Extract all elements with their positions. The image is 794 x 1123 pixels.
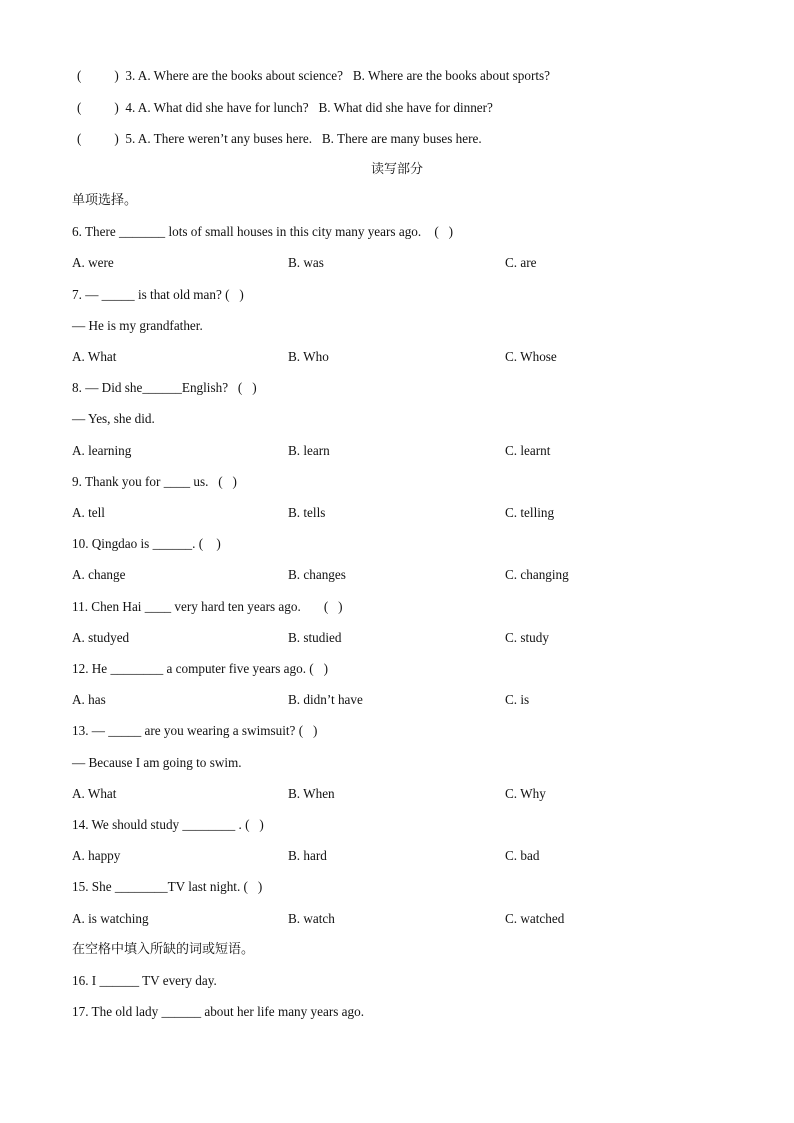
question-8-option-c: C. learnt — [505, 443, 551, 458]
question-12-option-c: C. is — [505, 692, 530, 707]
question-8-option-a: A. learning — [72, 443, 132, 458]
question-11-option-a: A. studyed — [72, 630, 130, 645]
question-11-stem: 11. Chen Hai ____ very hard ten years ago. ( ) — [72, 599, 343, 614]
question-10-option-b: B. changes — [288, 567, 346, 582]
question-10-option-a: A. change — [72, 567, 126, 582]
listening-item-5: ( ) 5. A. There weren’t any buses here. B. There are many buses here. — [77, 131, 482, 146]
question-15-option-c: C. watched — [505, 911, 565, 926]
listening-item-4: ( ) 4. A. What did she have for lunch? B. What did she have for dinner? — [77, 100, 493, 115]
question-8-option-b: B. learn — [288, 443, 330, 458]
question-7-option-a: A. What — [72, 349, 117, 364]
question-6-stem: 6. There _______ lots of small houses in this city many years ago. ( ) — [72, 224, 454, 239]
question-12-option-b: B. didn’t have — [288, 692, 363, 707]
question-13-option-b: B. When — [288, 786, 335, 801]
question-7-stem: 7. — _____ is that old man? ( ) — [72, 287, 244, 302]
part2-instruction: 在空格中填入所缺的词或短语。 — [72, 942, 255, 957]
question-13-option-c: C. Why — [505, 786, 546, 801]
listening-item-3: ( ) 3. A. Where are the books about science? B. Where are the books about sports? — [77, 68, 551, 83]
part1-instruction: 单项选择。 — [72, 193, 138, 208]
question-14-option-b: B. hard — [288, 848, 327, 863]
question-14-stem: 14. We should study ________ . ( ) — [72, 817, 264, 832]
question-7-reply: — He is my grandfather. — [72, 318, 203, 333]
question-9-option-b: B. tells — [288, 505, 326, 520]
question-7-option-b: B. Who — [288, 349, 329, 364]
question-12-stem: 12. He ________ a computer five years ago. ( ) — [72, 661, 328, 676]
question-13-option-a: A. What — [72, 786, 117, 801]
question-9-option-c: C. telling — [505, 505, 555, 520]
question-15-option-a: A. is watching — [72, 911, 149, 926]
question-7-option-c: C. Whose — [505, 349, 557, 364]
section-title: 读写部分 — [370, 162, 423, 177]
question-8-stem: 8. — Did she______English? ( ) — [72, 380, 257, 395]
question-10-option-c: C. changing — [505, 567, 569, 582]
question-12-option-a: A. has — [72, 692, 106, 707]
question-11-option-b: B. studied — [288, 630, 342, 645]
question-14-option-a: A. happy — [72, 848, 121, 863]
question-15-option-b: B. watch — [288, 911, 335, 926]
question-13-stem: 13. — _____ are you wearing a swimsuit? ( ) — [72, 723, 318, 738]
question-9-stem: 9. Thank you for ____ us. ( ) — [72, 474, 237, 489]
fill-item-17: 17. The old lady ______ about her life many years ago. — [72, 1004, 365, 1019]
question-14-option-c: C. bad — [505, 848, 540, 863]
question-13-reply: — Because I am going to swim. — [72, 755, 242, 770]
question-11-option-c: C. study — [505, 630, 549, 645]
question-9-option-a: A. tell — [72, 505, 105, 520]
question-6-option-c: C. are — [505, 255, 537, 270]
question-10-stem: 10. Qingdao is ______. ( ) — [72, 536, 221, 551]
question-6-option-a: A. were — [72, 255, 114, 270]
fill-item-16: 16. I ______ TV every day. — [72, 973, 217, 988]
question-6-option-b: B. was — [288, 255, 324, 270]
question-8-reply: — Yes, she did. — [72, 411, 155, 426]
question-15-stem: 15. She ________TV last night. ( ) — [72, 879, 263, 894]
